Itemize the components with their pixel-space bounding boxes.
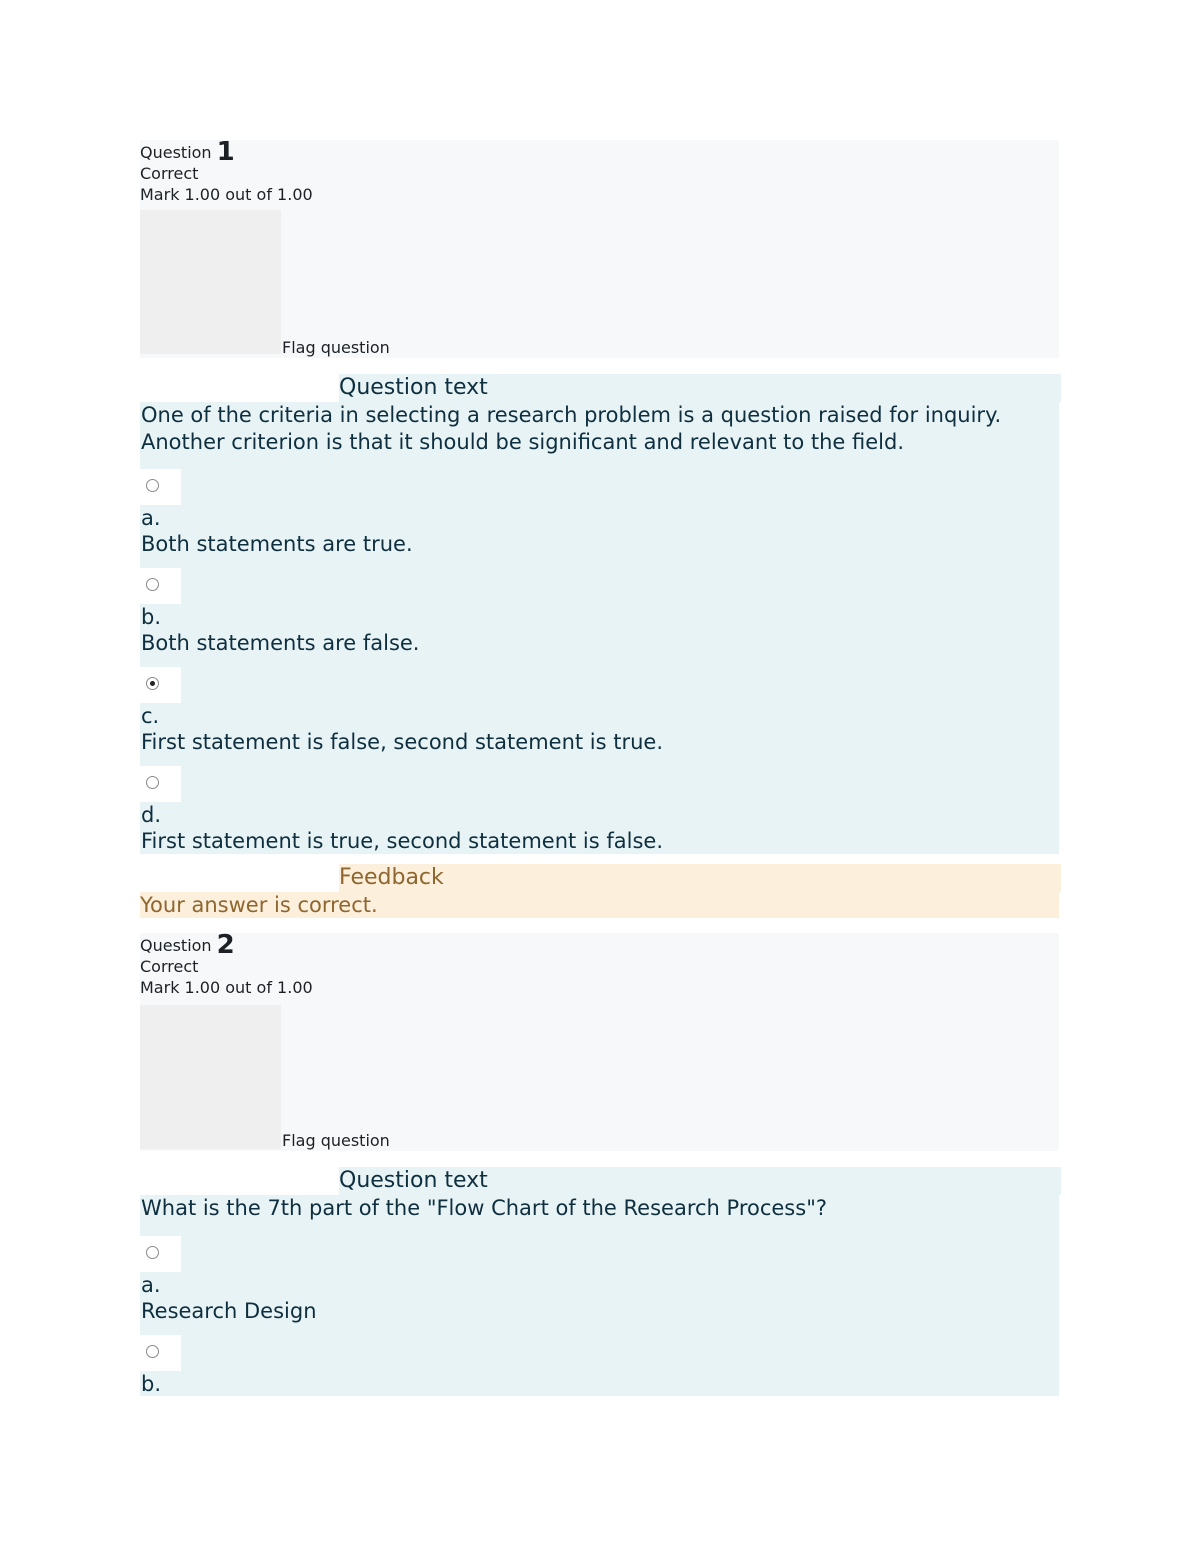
- answer-option-c[interactable]: [140, 667, 663, 755]
- question-2-content: [140, 1195, 1059, 1396]
- question-text: What is the 7th part of the "Flow Chart of the Research Process"?: [141, 1196, 827, 1220]
- question-number-value: 1: [216, 137, 235, 167]
- radio-button[interactable]: [146, 776, 159, 789]
- answer-text: First statement is false, second statement is true.: [141, 730, 664, 754]
- question-1-content: [140, 402, 1059, 854]
- radio-button[interactable]: [146, 1345, 159, 1358]
- answer-option-a[interactable]: [140, 1236, 317, 1324]
- question-grade: Mark 1.00 out of 1.00: [140, 978, 313, 997]
- flag-question-link[interactable]: Flag question: [282, 1131, 390, 1150]
- answer-text: Research Design: [141, 1299, 317, 1323]
- question-label: Question: [140, 936, 212, 955]
- flag-question-link[interactable]: Flag question: [282, 338, 390, 357]
- answer-option-a[interactable]: [140, 469, 413, 557]
- question-label: Question: [140, 143, 212, 162]
- flag-icon[interactable]: [140, 210, 281, 354]
- question-text: One of the criteria in selecting a research problem is a question raised for inquiry. Another criterion is that it should be significant and relevant to the field.: [141, 403, 1002, 454]
- question-text-heading: Question text: [339, 374, 1061, 402]
- answer-option-b[interactable]: [140, 1335, 181, 1397]
- question-text-heading: Question text: [339, 1167, 1061, 1195]
- answer-option-d[interactable]: [140, 766, 663, 854]
- answer-text: First statement is true, second statement is false.: [141, 829, 664, 853]
- answer-option-b[interactable]: [140, 568, 419, 656]
- question-2-info: [140, 930, 1059, 1151]
- answer-text: Both statements are true.: [141, 532, 413, 556]
- question-number-value: 2: [216, 930, 235, 960]
- feedback-text: Your answer is correct.: [140, 892, 1059, 918]
- radio-button[interactable]: [146, 1246, 159, 1259]
- answer-text: Both statements are false.: [141, 631, 420, 655]
- answer-letter: d.: [141, 803, 162, 827]
- answer-letter: c.: [141, 704, 160, 728]
- answer-letter: a.: [141, 1273, 161, 1297]
- answer-letter: b.: [141, 1372, 162, 1396]
- feedback-heading: Feedback: [339, 864, 1061, 892]
- answer-letter: a.: [141, 506, 161, 530]
- radio-button[interactable]: [146, 479, 159, 492]
- question-1-info: [140, 137, 1059, 358]
- question-grade: Mark 1.00 out of 1.00: [140, 185, 313, 204]
- question-number: [140, 930, 1059, 960]
- radio-button[interactable]: [146, 578, 159, 591]
- flag-icon[interactable]: [140, 1005, 281, 1149]
- answer-letter: b.: [141, 605, 162, 629]
- radio-button-selected[interactable]: [146, 677, 159, 690]
- question-state: Correct: [140, 957, 199, 976]
- question-number: [140, 137, 1059, 167]
- question-state: Correct: [140, 164, 199, 183]
